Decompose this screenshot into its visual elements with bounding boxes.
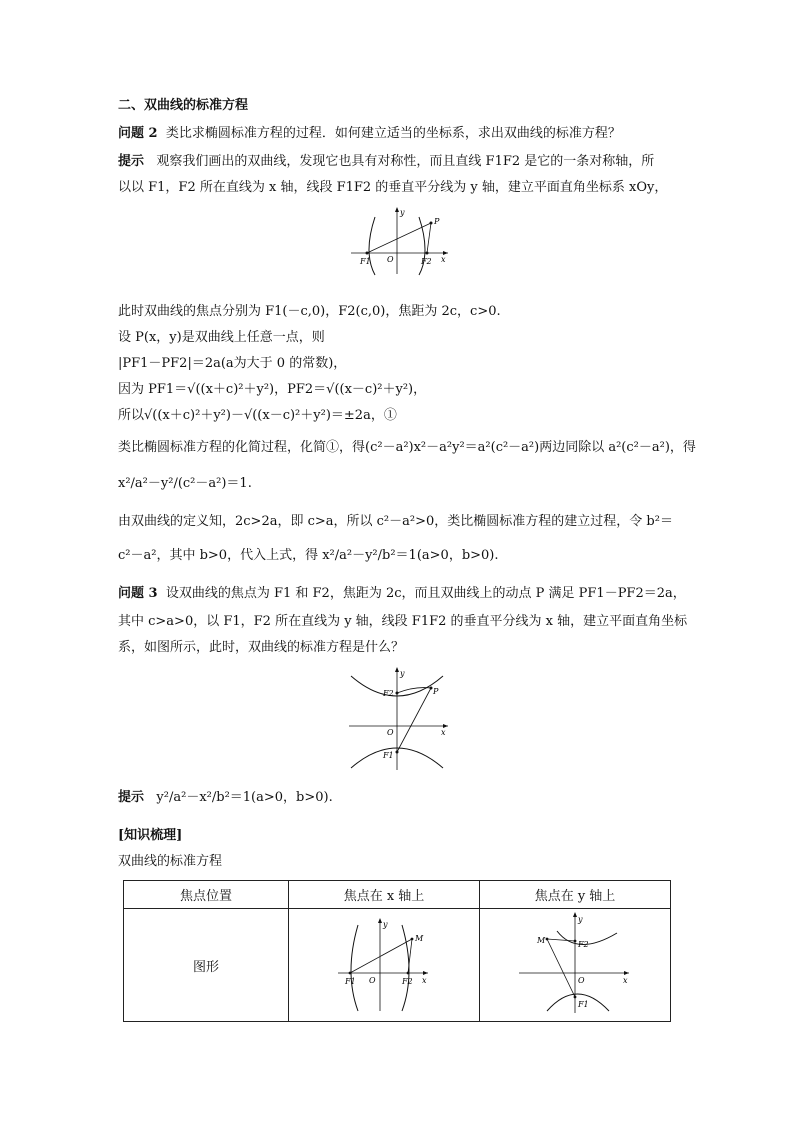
derivation-line-3: |PF1－PF2|＝2a(a为大于 0 的常数)， [118,356,347,371]
label-p: P [433,687,439,696]
svg-text:O: O [369,976,376,985]
question-3-line-3: 系，如图所示，此时，双曲线的标准方程是什么？ [118,640,405,655]
header-focus-position: 焦点位置 [124,881,289,909]
hint-1-label: 提示 [118,154,145,169]
figure-hyperbola-x-axis [345,204,450,276]
question-2 [118,124,621,144]
label-o: O [387,255,394,264]
label-o: O [387,728,394,737]
question-3-line-1: 问题 3 设双曲线的焦点为 F1 和 F2，焦距为 2c，而且双曲线上的动点 P 满足 PF1－PF2＝2a， [118,586,686,601]
figure-hyperbola-y-axis [345,666,450,772]
cell-figure-y-axis [480,909,671,1022]
table-row [124,909,671,1022]
svg-text:F2: F2 [402,977,413,986]
derivation-line-5: 所以√((x＋c)²＋y²)－√((x－c)²＋y²)＝±2a，① [118,408,397,423]
svg-text:F2: F2 [578,940,589,949]
y-axis-arrow [395,667,399,672]
derivation-line-2: 设 P(x，y)是双曲线上任意一点，则 [118,330,325,345]
header-focus-on-y-axis: 焦点在 y 轴上 [480,881,671,909]
focus-f1-point [366,252,369,255]
question-3-line-2: 其中 c>a>0，以 F1，F2 所在直线为 y 轴，线段 F1F2 的垂直平分线为 x 轴，建立平面直角坐标 [118,614,688,629]
segment-pf1 [367,223,431,253]
svg-text:M: M [415,934,424,943]
focus-f2-point [426,252,429,255]
hint-2 [118,788,333,808]
label-f1: F1 [360,257,371,266]
row-label-graph: 图形 [124,909,289,1022]
label-y: y [400,669,405,678]
knowledge-subtitle: 双曲线的标准方程 [118,854,223,869]
right-branch [419,217,425,275]
label-p: P [434,217,440,226]
hint-2-equation: y²/a²－x²/b²＝1(a>0，b>0). [156,790,333,805]
svg-text:x: x [623,976,628,985]
question-2-text: 类比求椭圆标准方程的过程．如何建立适当的坐标系，求出双曲线的标准方程？ [165,126,621,141]
focus-f1-point [396,751,399,754]
table-figure-x-axis [336,913,432,1013]
equation-1: x²/a²－y²/(c²－a²)＝1. [118,476,252,491]
svg-text:y: y [578,915,583,924]
section-title: 二、双曲线的标准方程 [118,98,249,113]
knowledge-title: [知识梳理] [118,828,183,843]
svg-text:F1: F1 [345,977,356,986]
cell-figure-x-axis [289,909,480,1022]
svg-text:M: M [537,936,546,945]
y-axis-arrow [395,207,399,212]
header-focus-on-x-axis: 焦点在 x 轴上 [289,881,480,909]
point-p [430,222,433,225]
svg-text:O: O [578,976,585,985]
focus-f2-point [396,692,399,695]
label-f2: F2 [383,689,394,698]
derivation-line-1: 此时双曲线的焦点分别为 F1(－c,0)，F2(c,0)，焦距为 2c，c>0. [118,304,501,319]
derivation-line-4: 因为 PF1＝√((x＋c)²＋y²)，PF2＝√((x－c)²＋y²)， [118,382,427,397]
svg-text:y: y [383,920,388,929]
segment-pf2 [427,223,431,253]
table-header-row [124,881,671,909]
question-2-label: 问题 2 [118,126,158,141]
label-x: x [441,255,446,264]
derivation-line-8: 由双曲线的定义知，2c>2a，即 c>a，所以 c²－a²>0，类比椭圆标准方程的建立过程，令 b²＝ [118,514,673,529]
hint-2-label: 提示 [118,790,145,805]
derivation-line-6: 类比椭圆标准方程的化简过程，化简①，得(c²－a²)x²－a²y²＝a²(c²－a²)两边同除以 a²(c²－a²)，得 [118,440,696,455]
segment-pf1 [397,688,431,752]
table-figure-y-axis [517,911,633,1015]
label-x: x [441,728,446,737]
derivation-line-9: c²－a²，其中 b>0，代入上式，得 x²/a²－y²/b²＝1(a>0，b>0). [118,548,499,563]
label-f2: F2 [421,257,432,266]
svg-text:F1: F1 [578,1000,589,1009]
standard-equation-table [123,880,671,1022]
label-y: y [400,208,405,217]
svg-text:x: x [422,976,427,985]
left-branch [369,217,375,275]
question-3-label: 问题 3 [118,586,158,601]
hint-1-line-2: 以以 F1，F2 所在直线为 x 轴，线段 F1F2 的垂直平分线为 y 轴，建立平面直角坐标系 xOy， [118,180,668,195]
hint-1-line-1: 提示 观察我们画出的双曲线，发现它也具有对称性，而且直线 F1F2 是它的一条对称轴，所 [118,154,655,169]
label-f1: F1 [383,751,394,760]
